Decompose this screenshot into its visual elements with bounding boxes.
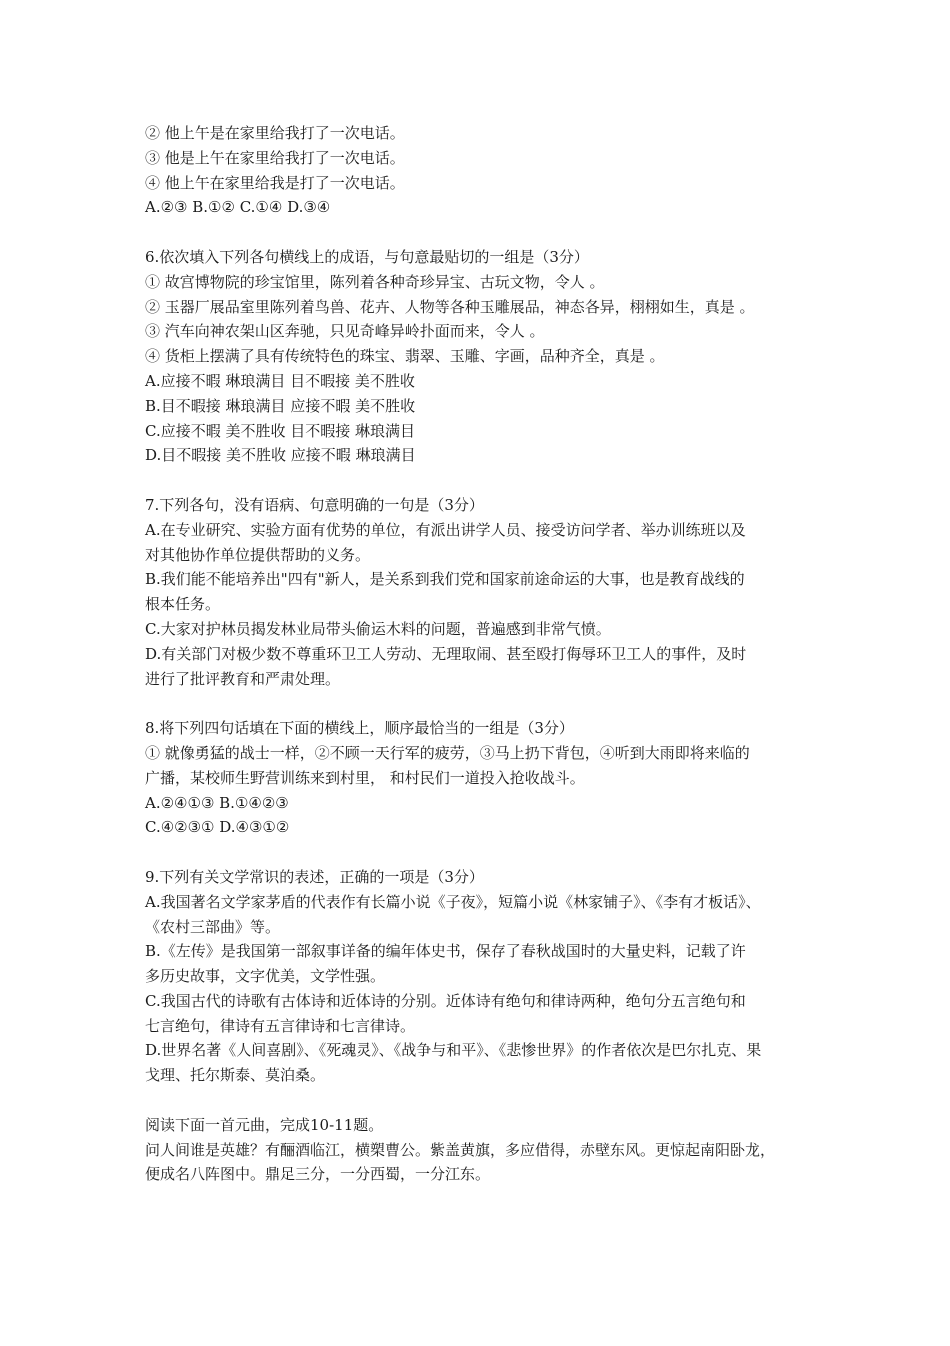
q7-choice-line: B.我们能不能培养出"四有"新人，是关系到我们党和国家前途命运的大事，也是教育战线的 [145,570,745,589]
q7-choice-line: 根本任务。 [145,595,221,614]
spacer [145,220,815,245]
q7-choice-line: 进行了批评教育和严肃处理。 [145,669,341,688]
spacer [145,1088,815,1113]
question-8 [145,716,815,840]
question-6 [145,245,815,468]
question-9 [145,865,815,1088]
poem-line: 便成名八阵图中。鼎足三分，一分西蜀，一分江东。 [145,1165,491,1184]
q6-choice-d: D.目不暇接 美不胜收 应接不暇 琳琅满目 [145,446,416,465]
q9-stem: 9.下列有关文学常识的表述，正确的一项是（3分） [145,867,484,886]
q7-choice-line: D.有关部门对极少数不尊重环卫工人劳动、无理取闹、甚至殴打侮辱环卫工人的事件，及时 [145,644,747,663]
q7-choice-line: 对其他协作单位提供帮助的义务。 [145,545,371,564]
question-5-tail [145,121,815,220]
q9-choice-line: B.《左传》是我国第一部叙事详备的编年体史书，保存了春秋战国时的大量史料，记载了许 [145,942,746,961]
reading-section [145,1113,815,1187]
q5-option-3: ③ 他是上午在家里给我打了一次电话。 [145,148,405,167]
q8-text-line: ① 就像勇猛的战士一样，②不顾一天行军的疲劳，③马上扔下背包，④听到大雨即将来临的 [145,743,750,762]
q6-sentence-4: ④ 货柜上摆满了具有传统特色的珠宝、翡翠、玉雕、字画，品种齐全，真是 。 [145,347,665,366]
q5-option-4: ④ 他上午在家里给我是打了一次电话。 [145,173,405,192]
q9-choice-line: D.世界名著《人间喜剧》、《死魂灵》、《战争与和平》、《悲惨世界》的作者依次是巴尔扎克、果 [145,1041,762,1060]
spacer [145,468,815,493]
q8-text-line: 广播，某校师生野营训练来到村里， 和村民们一道投入抢收战斗。 [145,768,585,787]
q7-choice-line: A.在专业研究、实验方面有优势的单位，有派出讲学人员、接受访问学者、举办训练班以及 [145,520,746,539]
spacer [145,840,815,865]
q9-choice-line: 多历史故事，文字优美，文学性强。 [145,967,386,986]
question-7 [145,493,815,691]
q6-sentence-1: ① 故宫博物院的珍宝馆里，陈列着各种奇珍异宝、古玩文物，令人 。 [145,272,605,291]
q5-answer-choices: A.②③ B.①② C.①④ D.③④ [145,198,331,217]
q9-choice-line: A.我国著名文学家茅盾的代表作有长篇小说《子夜》，短篇小说《林家铺子》、《李有才板话》、 [145,892,761,911]
q8-choices-cd: C.④②③① D.④③①② [145,818,290,837]
spacer [145,691,815,716]
reading-intro: 阅读下面一首元曲，完成10-11题。 [145,1115,384,1134]
q6-choice-c: C.应接不暇 美不胜收 目不暇接 琳琅满目 [145,421,416,440]
q6-choice-a: A.应接不暇 琳琅满目 目不暇接 美不胜收 [145,371,415,390]
q6-sentence-2: ② 玉器厂展品室里陈列着鸟兽、花卉、人物等各种玉雕展品，神态各异，栩栩如生，真是 。 [145,297,755,316]
q6-choice-b: B.目不暇接 琳琅满目 应接不暇 美不胜收 [145,396,416,415]
q9-choice-line: 七言绝句，律诗有五言律诗和七言律诗。 [145,1016,416,1035]
q9-choice-line: 《农村三部曲》等。 [145,917,281,936]
q7-choice-line: C.大家对护林员揭发林业局带头偷运木料的问题，普遍感到非常气愤。 [145,619,611,638]
q7-stem: 7.下列各句，没有语病、句意明确的一句是（3分） [145,495,484,514]
q8-choices-ab: A.②④①③ B.①④②③ [145,793,289,812]
poem-line: 问人间谁是英雄？有酾酒临江，横槊曹公。紫盖黄旗，多应借得，赤壁东风。更惊起南阳卧龙， [145,1140,776,1159]
q8-stem: 8.将下列四句话填在下面的横线上，顺序最恰当的一组是（3分） [145,719,574,738]
q6-stem: 6.依次填入下列各句横线上的成语，与句意最贴切的一组是（3分） [145,247,589,266]
q6-sentence-3: ③ 汽车向神农架山区奔驰，只见奇峰异岭扑面而来，令人 。 [145,322,545,341]
q9-choice-line: C.我国古代的诗歌有古体诗和近体诗的分别。近体诗有绝句和律诗两种，绝句分五言绝句和 [145,991,746,1010]
q5-option-2: ② 他上午是在家里给我打了一次电话。 [145,124,405,142]
document-body [145,121,815,1187]
q9-choice-line: 戈理、托尔斯泰、莫泊桑。 [145,1066,326,1085]
